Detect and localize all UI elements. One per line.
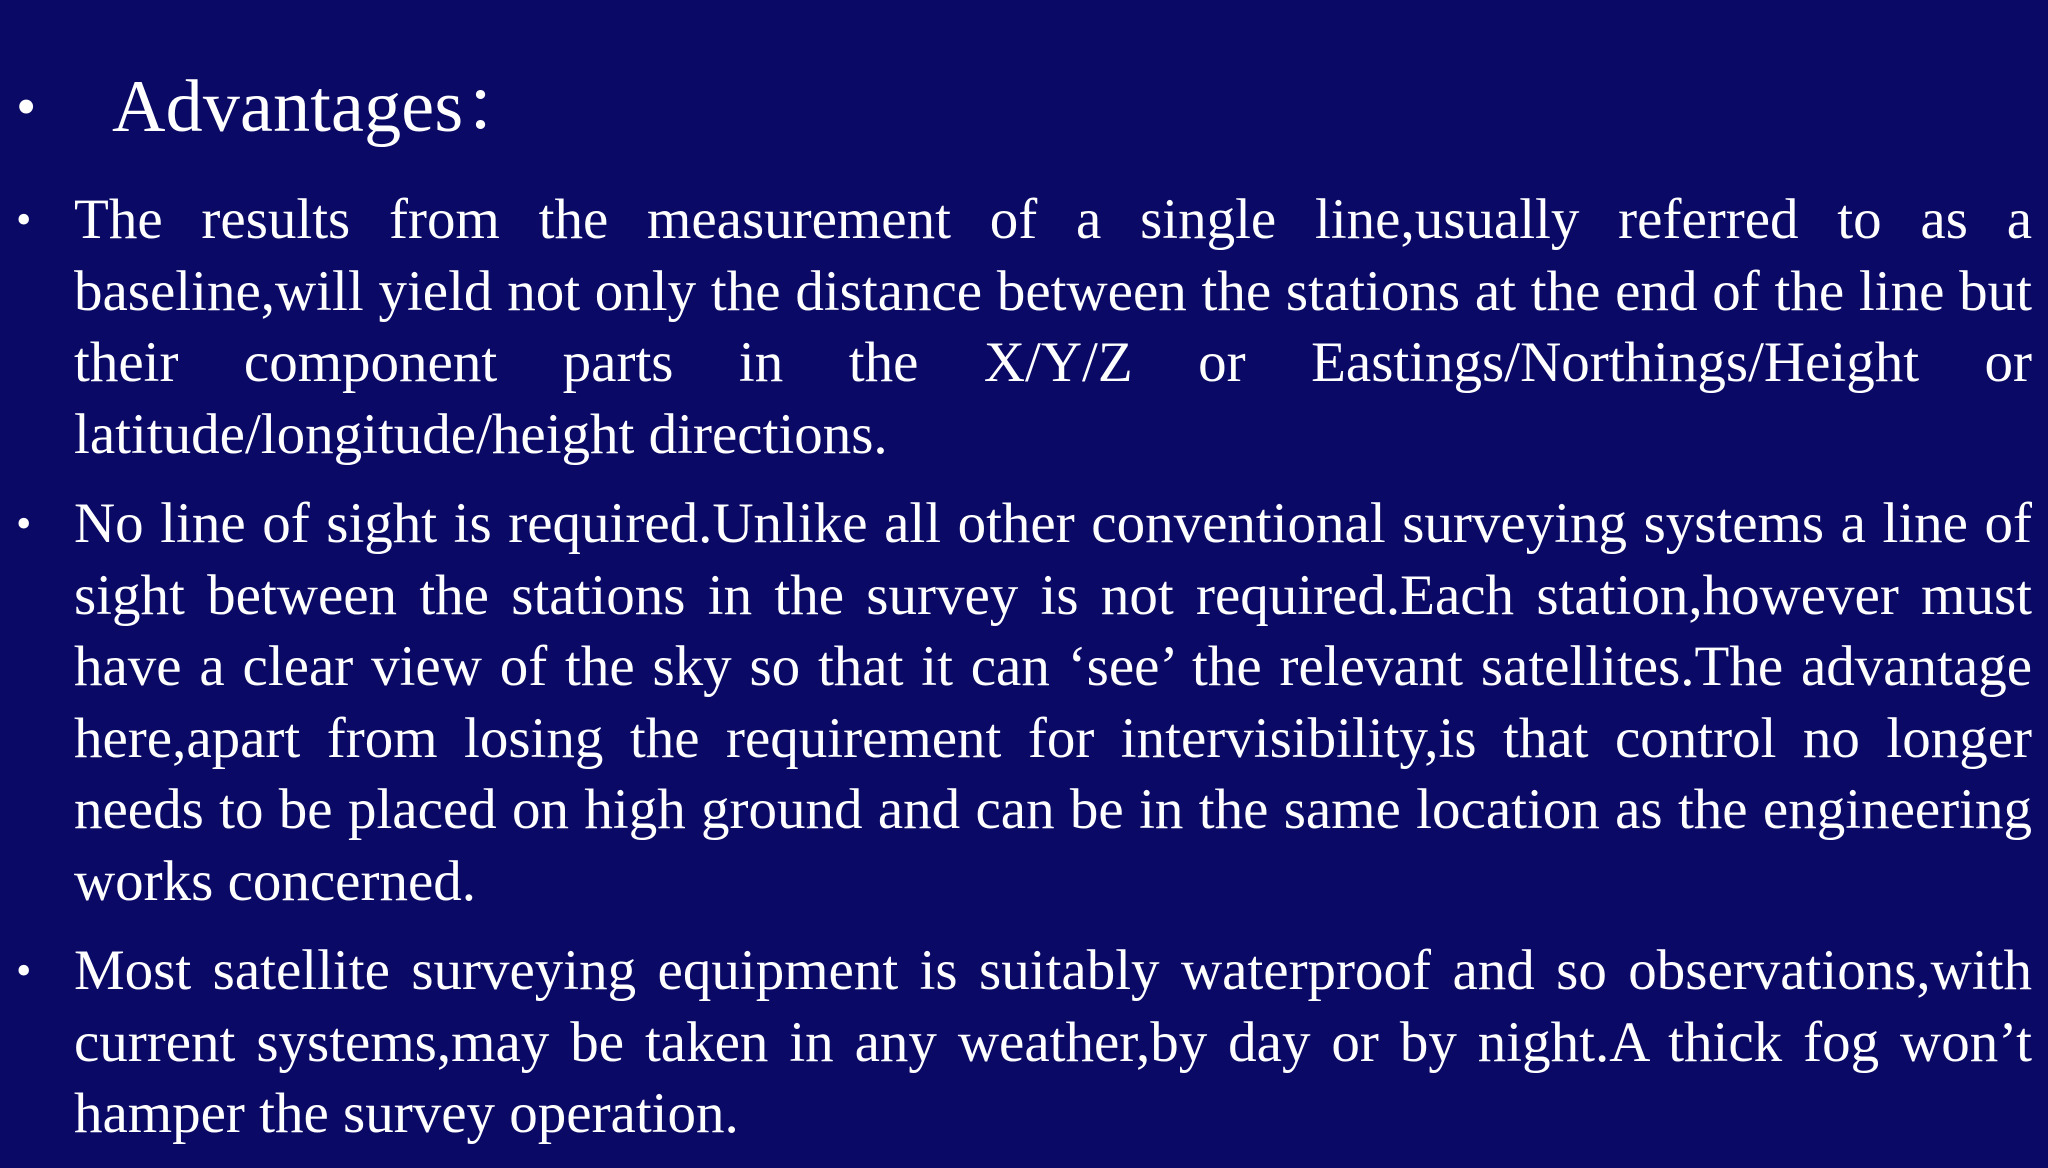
slide-title: Advantages：: [112, 66, 538, 148]
bullet-marker: •: [16, 195, 32, 244]
bullet-text: No line of sight is required.Unlike all other conventional surveying systems a line of sight between the stations in the survey is not required.Each station,however must have a clear view of the sky so that it can ‘see’ the relevant satellites.The advantage here,apart from losing the requirement for intervisibility,is that control no longer needs to be placed on high ground and can be in the same location as the engineering works concerned.: [74, 492, 2032, 913]
bullet-list: [16, 184, 2032, 1168]
title-bullet: •: [16, 74, 37, 139]
bullet-item: [16, 488, 2032, 917]
bullet-item: [16, 935, 2032, 1150]
title-row: [16, 62, 538, 152]
bullet-item: [16, 184, 2032, 470]
bullet-text: Most satellite surveying equipment is suitably waterproof and so observations,with current systems,may be taken in any weather,by day or by night.A thick fog won’t hamper the survey operation.: [74, 939, 2032, 1145]
bullet-marker: •: [16, 499, 32, 548]
bullet-marker: •: [16, 946, 32, 995]
bullet-text: The results from the measurement of a single line,usually referred to as a baseline,will yield not only the distance between the stations at the end of the line but their component parts in the X/Y/Z or Eastings/Northings/Height or latitude/longitude/height directions.: [74, 188, 2032, 466]
